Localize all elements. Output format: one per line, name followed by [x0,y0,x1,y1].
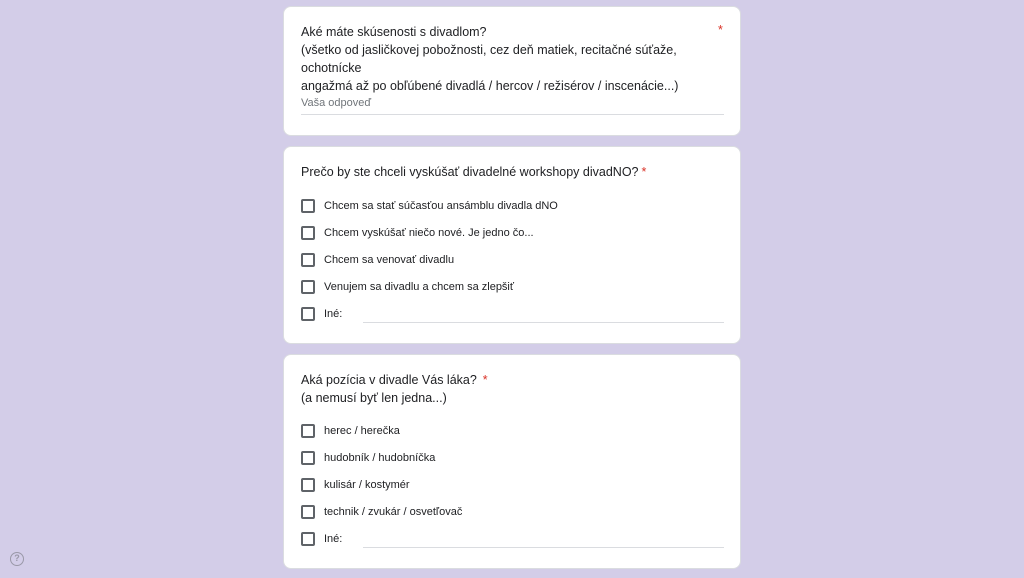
option-label: Chcem sa stať súčasťou ansámblu divadla dNO [324,200,558,212]
checkbox-option[interactable] [301,252,454,268]
question-title-text: Prečo by ste chceli vyskúšať divadelné workshopy divadNO? [301,165,639,179]
checkbox[interactable] [301,505,315,519]
checkbox-option[interactable] [301,225,534,241]
question-description-line: (všetko od jasličkovej pobožnosti, cez deň matiek, recitačné súťaže, ochotnícke [301,43,677,75]
question-card-why-workshop [283,146,741,344]
option-label: herec / herečka [324,425,400,437]
answer-placeholder: Vaša odpoveď [301,97,372,109]
checkbox[interactable] [301,226,315,240]
required-asterisk: * [482,373,488,387]
checkbox-option-other[interactable] [301,306,342,322]
option-label: Iné: [324,308,343,320]
checkbox[interactable] [301,478,315,492]
option-label: Venujem sa divadlu a chcem sa zlepšiť [324,281,515,293]
checkbox[interactable] [301,253,315,267]
checkbox-option[interactable] [301,423,400,439]
checkbox[interactable] [301,424,315,438]
question-title [301,23,740,95]
option-label: Iné: [324,533,343,545]
option-label: hudobník / hudobníčka [324,452,436,464]
checkbox-option[interactable] [301,504,462,520]
checkbox[interactable] [301,532,315,546]
checkbox-option-other[interactable] [301,531,342,547]
question-card-experience [283,6,741,136]
option-label: technik / zvukár / osvetľovač [324,506,463,518]
question-title-text: Aká pozícia v divadle Vás láka? [301,373,477,387]
option-label: Chcem vyskúšať niečo nové. Je jedno čo... [324,227,534,239]
checkbox-option[interactable] [301,450,435,466]
checkbox-option[interactable] [301,477,410,493]
required-asterisk: * [718,23,723,37]
required-asterisk: * [641,165,647,179]
option-label: kulisár / kostymér [324,479,410,491]
other-text-input[interactable] [363,547,724,548]
question-title [301,371,488,407]
question-description-line: angažmá až po obľúbené divadlá / hercov / režisérov / inscenácie...) [301,79,679,93]
checkbox[interactable] [301,307,315,321]
question-card-position [283,354,741,569]
answer-text-input[interactable] [301,95,724,115]
checkbox-option[interactable] [301,198,558,214]
question-title [301,163,646,181]
question-title-line: Aké máte skúsenosti s divadlom? [301,25,487,39]
other-text-input[interactable] [363,322,724,323]
help-icon[interactable]: ? [10,552,24,566]
checkbox[interactable] [301,451,315,465]
checkbox[interactable] [301,199,315,213]
checkbox[interactable] [301,280,315,294]
checkbox-option[interactable] [301,279,514,295]
option-label: Chcem sa venovať divadlu [324,254,455,266]
question-description-line: (a nemusí byť len jedna...) [301,391,447,405]
